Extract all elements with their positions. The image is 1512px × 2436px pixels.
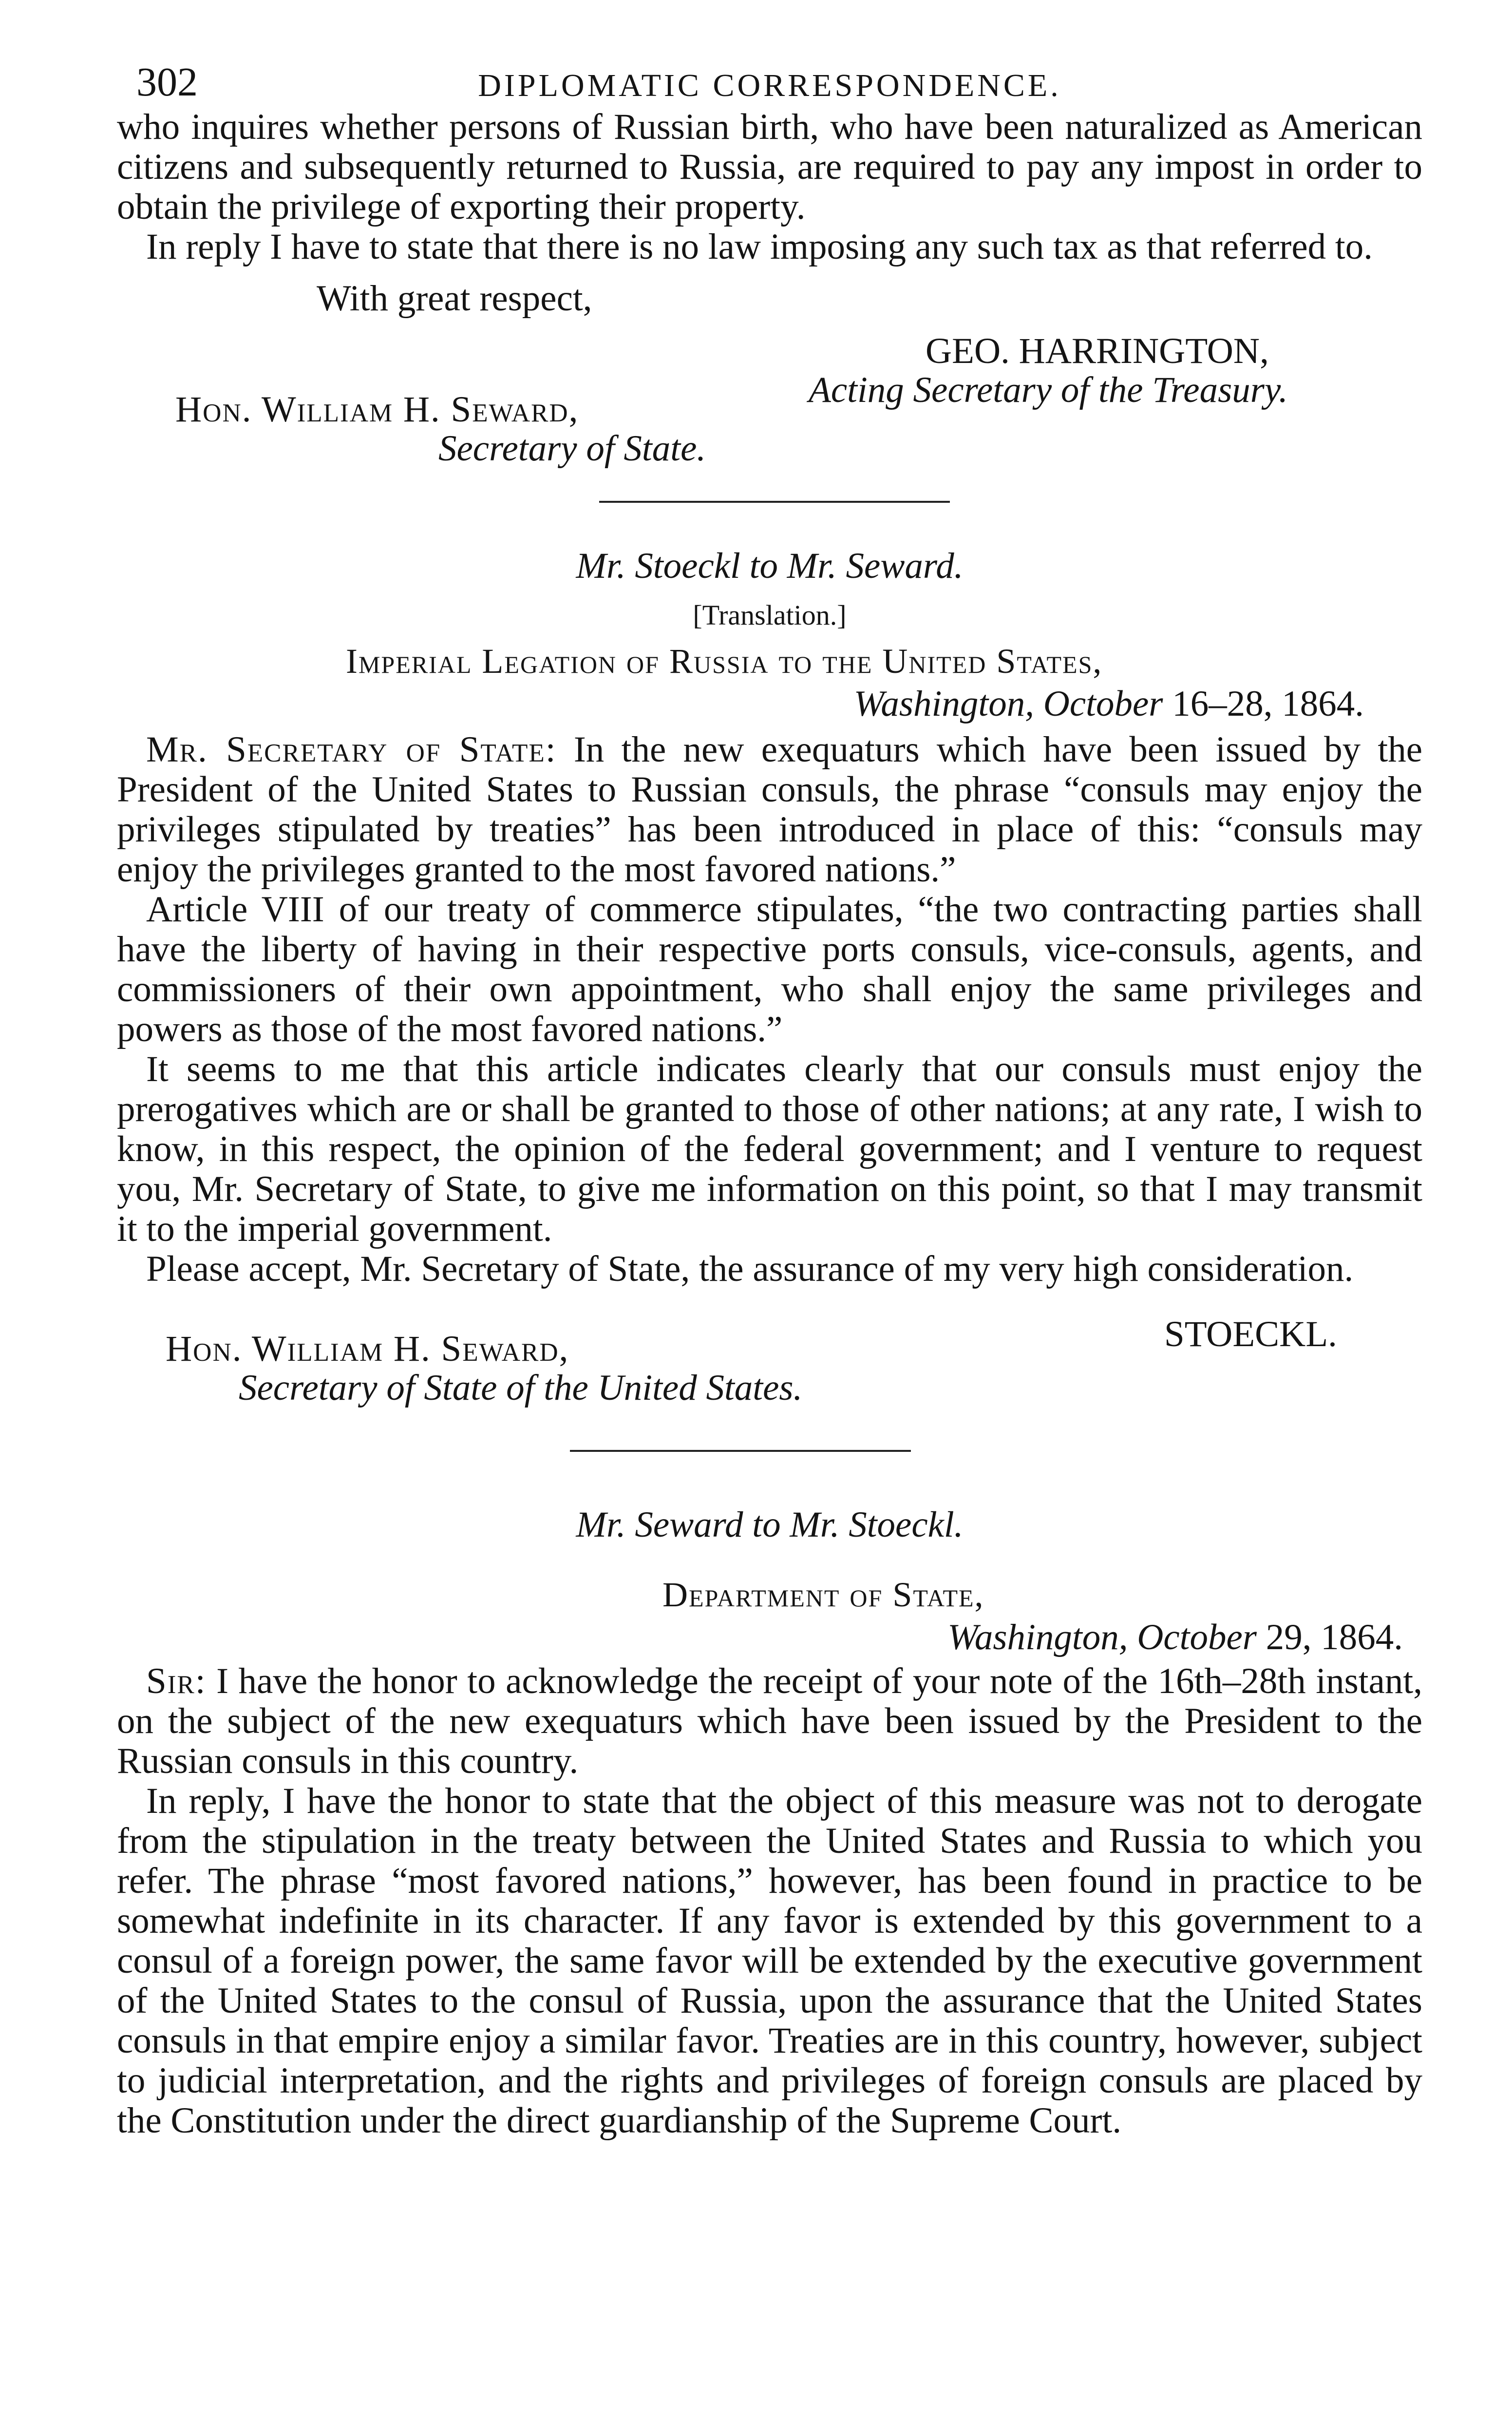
place: Washington, October xyxy=(947,1617,1257,1657)
page-number: 302 xyxy=(136,59,198,105)
date: 16–28, 1864. xyxy=(1172,684,1364,724)
signer-name: GEO. HARRINGTON, xyxy=(926,331,1269,371)
section-divider xyxy=(599,501,950,503)
letter-title: Mr. Stoeckl to Mr. Seward. xyxy=(576,546,964,586)
signature-block xyxy=(117,321,1422,467)
signature-block xyxy=(117,1289,1422,1408)
place-date-line xyxy=(117,1616,1422,1659)
paragraph-text: I have the honor to acknowledge the receipt of your note of the 16th–28th instant, on the subject of the new exequaturs which have been issued by the President to the Russian consuls in this country. xyxy=(117,1661,1423,1781)
salutation: Sir: xyxy=(146,1661,207,1701)
salutation-paragraph xyxy=(117,1661,1422,1781)
page-header xyxy=(117,54,1422,107)
letter-seward-to-stoeckl xyxy=(117,1501,1422,2141)
department-heading: Department of State, xyxy=(662,1575,984,1614)
letter-treasury-continuation xyxy=(117,107,1422,467)
translation-note: [Translation.] xyxy=(693,599,847,631)
closing-phrase: With great respect, xyxy=(317,278,592,319)
closing-paragraph: Please accept, Mr. Secretary of State, the assurance of my very high consideration. xyxy=(146,1249,1354,1289)
addressee-name: Hon. William H. Seward, xyxy=(175,389,579,430)
running-title: DIPLOMATIC CORRESPONDENCE. xyxy=(478,68,1061,103)
section-divider xyxy=(570,1450,911,1452)
signer-name: STOECKL. xyxy=(1164,1314,1337,1354)
reply-paragraph: In reply I have to state that there is no law imposing any such tax as that referred to. xyxy=(146,227,1373,267)
letter-stoeckl-to-seward xyxy=(117,542,1422,1408)
addressee-name: Hon. William H. Seward, xyxy=(166,1329,569,1369)
legation-heading: Imperial Legation of Russia to the United States, xyxy=(346,642,1103,681)
reply-paragraph: In reply, I have the honor to state that the object of this measure was not to derogate from the stipulation in the treaty between the United States and Russia to which you refer. The phrase “most favored nations,” however, has been found in practice to be somewhat indefinite in its character. If any favor is extended by this government to a consul of a foreign power, the same favor will be extended by the executive government of the United States to the consul of Russia, upon the assurance that the United States consuls in that empire enjoy a similar favor. Treaties are in this country, however, subject to judicial interpretation, and the rights and privileges of foreign consuls are placed by the Constitution under the direct guardianship of the Supreme Court. xyxy=(117,1781,1422,2141)
continuation-paragraph: who inquires whether persons of Russian birth, who have been naturalized as American citizens and subsequently returned to Russia, are required to pay any impost in order to obtain the privilege of exporting their property. xyxy=(117,107,1422,227)
request-paragraph: It seems to me that this article indicates clearly that our consuls must enjoy the prerogatives which are or shall be granted to those of other nations; at any rate, I wish to know, in this respect, the opinion of the federal government; and I venture to request you, Mr. Secretary of State, to give me information on this point, so that I may transmit it to the imperial government. xyxy=(117,1049,1422,1249)
treaty-paragraph: Article VIII of our treaty of commerce stipulates, “the two contracting parties shall have the liberty of having in their respective ports consuls, vice-consuls, agents, and commissioners of their own appointment, who shall enjoy the same privileges and powers as those of the most favored nations.” xyxy=(117,889,1422,1049)
addressee-title: Secretary of State. xyxy=(438,428,706,469)
addressee-title: Secretary of State of the United States. xyxy=(239,1368,803,1408)
letter-title: Mr. Seward to Mr. Stoeckl. xyxy=(576,1504,964,1545)
document-page xyxy=(117,54,1422,2417)
paragraph-text: In the new exequaturs which have been issued by the President of the United States to Russian consuls, the phrase “consuls may enjoy the privileges stipulated by treaties” has been introduced in place of this: “consuls may enjoy the privileges granted to the most favored nations.” xyxy=(117,729,1422,890)
place: Washington, October xyxy=(853,684,1163,724)
place-date-line xyxy=(117,682,1422,726)
signer-title: Acting Secretary of the Treasury. xyxy=(809,370,1288,410)
salutation-paragraph xyxy=(117,730,1422,890)
salutation: Mr. Secretary of State: xyxy=(146,729,557,770)
date: 29, 1864. xyxy=(1266,1617,1403,1657)
